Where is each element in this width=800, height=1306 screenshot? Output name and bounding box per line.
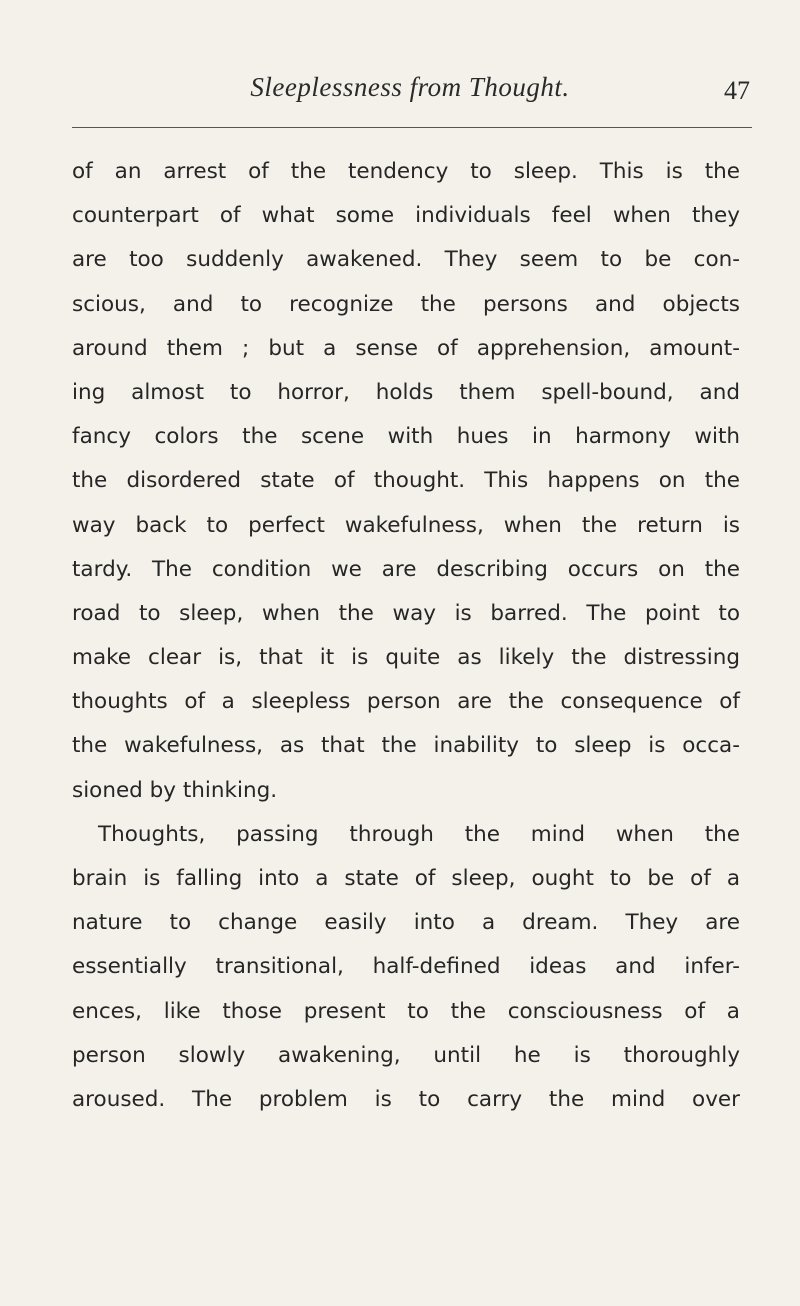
text-line: counterpart of what some individuals feel when they xyxy=(72,203,740,229)
text-line: sioned by thinking. xyxy=(72,777,278,803)
text-line: Thoughts, passing through the mind when the xyxy=(98,821,740,847)
text-line: the disordered state of thought. This happens on the xyxy=(72,468,740,494)
running-title: Sleeplessness from Thought. xyxy=(250,72,570,102)
text-line: the wakefulness, as that the inability to sleep is occa- xyxy=(72,733,740,759)
text-line: around them ; but a sense of apprehension, amount- xyxy=(72,335,740,361)
text-line: make clear is, that it is quite as likely the distressing xyxy=(72,645,740,671)
text-line: ing almost to horror, holds them spell-bound, and xyxy=(72,379,740,405)
paragraph-2 xyxy=(72,813,740,1122)
paragraph-1 xyxy=(72,150,740,813)
text-line: aroused. The problem is to carry the mind over xyxy=(72,1086,740,1112)
text-line: way back to perfect wakefulness, when the return is xyxy=(72,512,740,538)
text-line: thoughts of a sleepless person are the consequence of xyxy=(72,689,740,715)
text-line: nature to change easily into a dream. They are xyxy=(72,910,740,936)
text-line: brain is falling into a state of sleep, ought to be of a xyxy=(72,866,740,891)
running-head xyxy=(70,72,750,112)
text-line: essentially transitional, half-defined ideas and infer- xyxy=(72,954,740,980)
text-line: are too suddenly awakened. They seem to be con- xyxy=(72,247,740,273)
text-line: road to sleep, when the way is barred. The point to xyxy=(72,600,740,626)
text-line: scious, and to recognize the persons and objects xyxy=(72,291,740,317)
text-line: fancy colors the scene with hues in harmony with xyxy=(72,424,740,450)
page-number: 47 xyxy=(724,76,750,105)
header-rule xyxy=(72,127,752,128)
text-line: tardy. The condition we are describing occurs on the xyxy=(72,556,740,582)
text-line: of an arrest of the tendency to sleep. This is the xyxy=(72,159,740,184)
body-text xyxy=(72,150,740,1122)
text-line: person slowly awakening, until he is thoroughly xyxy=(72,1042,740,1068)
text-line: ences, like those present to the consciousness of a xyxy=(72,998,740,1024)
